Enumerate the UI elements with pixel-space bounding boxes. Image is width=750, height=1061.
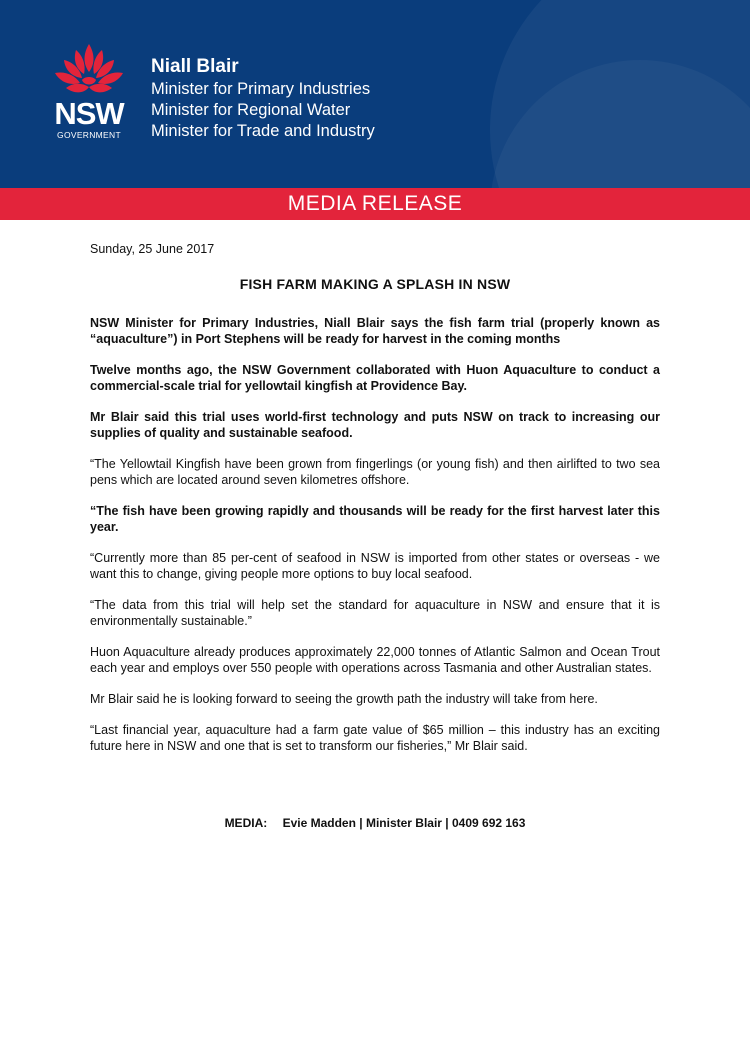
- body-paragraph: “Currently more than 85 per-cent of seafood in NSW is imported from other states or overseas - we want this to change, giving people more options to buy local seafood.: [90, 551, 660, 581]
- logo-wordmark: NSW: [54, 96, 124, 131]
- body-paragraph: Mr Blair said he is looking forward to seeing the growth path the industry will take from here.: [90, 692, 598, 706]
- body-paragraph: “The data from this trial will help set the standard for aquaculture in NSW and ensure that it is environmentally sustainable.”: [90, 598, 660, 628]
- minister-role: Minister for Primary Industries: [151, 80, 371, 98]
- release-date: Sunday, 25 June 2017: [90, 242, 215, 256]
- media-contact-label: MEDIA:: [224, 816, 268, 830]
- minister-role: Minister for Regional Water: [151, 101, 351, 119]
- nsw-government-logo: [46, 40, 132, 150]
- header: [0, 0, 750, 188]
- media-contact: [0, 816, 750, 830]
- body-paragraph: “The Yellowtail Kingfish have been grown from fingerlings (or young fish) and then airlifted to two sea pens which are located around seven kilometres offshore.: [90, 457, 660, 487]
- body-paragraph: Twelve months ago, the NSW Government collaborated with Huon Aquaculture to conduct a commercial-scale trial for yellowtail kingfish at Providence Bay.: [90, 363, 660, 393]
- minister-name: Niall Blair: [151, 56, 239, 77]
- release-headline: FISH FARM MAKING A SPLASH IN NSW: [239, 276, 511, 292]
- media-contact-details: Evie Madden | Minister Blair | 0409 692 163: [282, 816, 526, 830]
- body-paragraph: Mr Blair said this trial uses world-first technology and puts NSW on track to increasing our supplies of quality and sustainable seafood.: [90, 410, 660, 440]
- waratah-flower-icon: [46, 40, 132, 100]
- minister-role: Minister for Trade and Industry: [151, 122, 375, 140]
- minister-block: [151, 56, 375, 142]
- media-release-banner: [0, 188, 750, 220]
- body-paragraph: Huon Aquaculture already produces approximately 22,000 tonnes of Atlantic Salmon and Ocean Trout each year and employs over 550 people with operations across Tasmania and other Australian states.: [90, 645, 660, 675]
- body-paragraph: “Last financial year, aquaculture had a farm gate value of $65 million – this industry has an exciting future here in NSW and one that is set to transform our fisheries,” Mr Blair said.: [90, 723, 660, 753]
- logo-subtext: GOVERNMENT: [57, 130, 121, 140]
- body-paragraph: “The fish have been growing rapidly and thousands will be ready for the first harvest later this year.: [90, 504, 660, 534]
- banner-label: MEDIA RELEASE: [287, 192, 463, 215]
- release-body: [90, 241, 660, 769]
- body-paragraph: NSW Minister for Primary Industries, Niall Blair says the fish farm trial (properly known as “aquaculture”) in Port Stephens will be ready for harvest in the coming months: [90, 316, 660, 346]
